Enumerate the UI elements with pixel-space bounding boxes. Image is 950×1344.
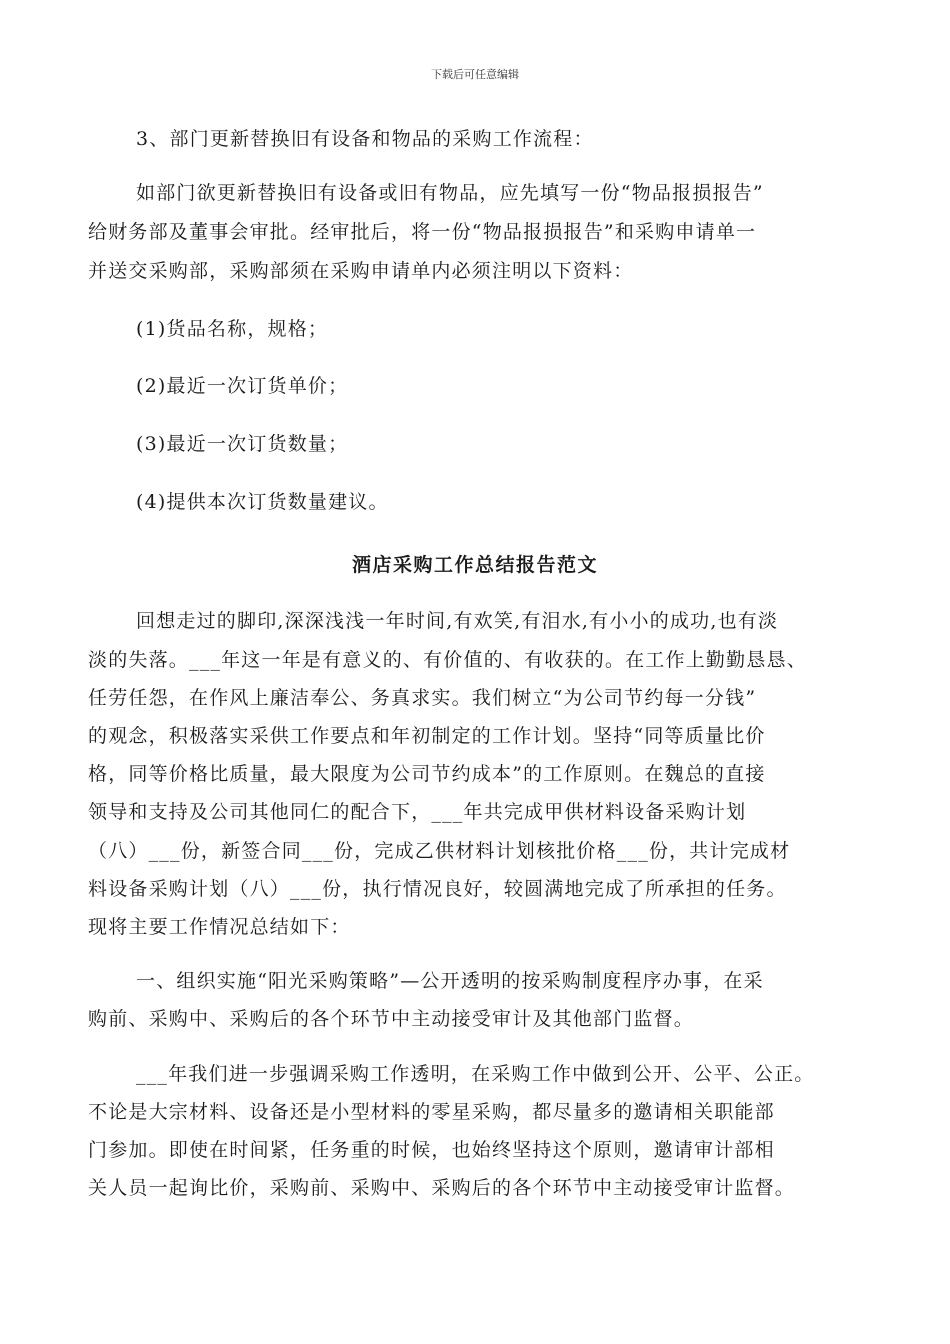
paragraph-line: 的观念，积极落实采供工作要点和年初制定的工作计划。坚持“同等质量比价 [88,725,766,747]
paragraph-line: 回想走过的脚印,深深浅浅一年时间,有欢笑,有泪水,有小小的成功,也有淡 [136,610,779,632]
paragraph-line: 现将主要工作情况总结如下： [88,916,351,938]
paragraph-line: 并送交采购部，采购部须在采购申请单内必须注明以下资料： [88,260,634,282]
list-item: (4)提供本次订货数量建议。 [136,491,389,513]
paragraph-line: 关人员一起询比价，采购前、采购中、采购后的各个环节中主动接受审计监督。 [88,1177,796,1199]
page-header: 下载后可任意编辑 [431,68,519,81]
paragraph-line: 料设备采购计划（八）___份，执行情况良好，较圆满地完成了所承担的任务。 [88,878,787,900]
paragraph-line: 不论是大宗材料、设备还是小型材料的零星采购，都尽量多的邀请相关职能部 [88,1101,775,1123]
section-heading: 3、部门更新替换旧有设备和物品的采购工作流程： [136,128,594,150]
list-item: (1)货品名称，规格； [136,318,329,340]
paragraph-line: 如部门欲更新替换旧有设备或旧有物品，应先填写一份“物品报损报告” [136,182,764,204]
paragraph-line: 淡的失落。___年这一年是有意义的、有价值的、有收获的。在工作上勤勤恳恳、 [88,649,807,671]
list-item: (2)最近一次订货单价； [136,375,349,397]
paragraph-line: 任劳任怨，在作风上廉洁奉公、务真求实。我们树立“为公司节约每一分钱” [88,687,757,709]
paragraph-line: ___年我们进一步强调采购工作透明，在采购工作中做到公开、公平、公正。 [136,1063,815,1085]
paragraph-line: （八）___份，新签合同___份，完成乙供材料计划核批价格___份，共计完成材 [88,840,791,862]
paragraph-line: 领导和支持及公司其他同仁的配合下，___年共完成甲供材料设备采购计划 [88,801,747,823]
list-item: (3)最近一次订货数量； [136,433,349,455]
paragraph-line: 给财务部及董事会审批。经审批后，将一份“物品报损报告”和采购申请单一 [88,221,757,243]
paragraph-line: 格，同等价格比质量，最大限度为公司节约成本”的工作原则。在魏总的直接 [88,763,766,785]
document-title: 酒店采购工作总结报告范文 [351,554,598,576]
paragraph-line: 一、组织实施“阳光采购策略”—公开透明的按采购制度程序办事，在采 [136,970,764,992]
paragraph-line: 门参加。即使在时间紧，任务重的时候，也始终坚持这个原则，邀请审计部相 [88,1139,775,1161]
paragraph-line: 购前、采购中、采购后的各个环节中主动接受审计及其他部门监督。 [88,1008,695,1030]
